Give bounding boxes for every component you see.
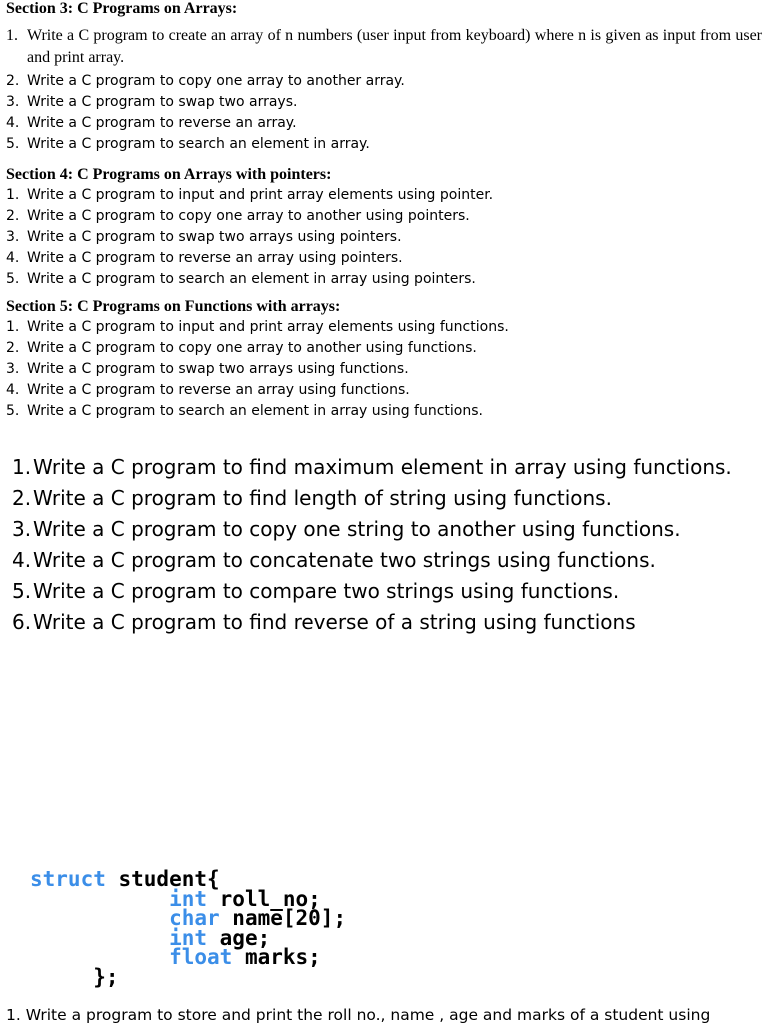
list-item: 5. Write a C program to search an element in array using functions. xyxy=(6,403,483,419)
list-item: 4. Write a C program to reverse an array using pointers. xyxy=(6,250,403,266)
list-item: 5. Write a C program to search an element in array. xyxy=(6,136,370,152)
section-5-title: Section 5: C Programs on Functions with arrays: xyxy=(6,298,341,315)
list-item: 2. Write a C program to copy one array to another using pointers. xyxy=(6,208,470,224)
section-4-title: Section 4: C Programs on Arrays with pointers: xyxy=(6,166,332,183)
list-item: 4. Write a C program to reverse an array. xyxy=(6,115,297,131)
code-keyword: int xyxy=(169,925,208,950)
list-item: 2. Write a C program to copy one array to another array. xyxy=(6,73,405,89)
list-item: 2. Write a C program to find length of string using functions. xyxy=(12,486,612,510)
list-item: 5. Write a C program to search an element in array using pointers. xyxy=(6,271,476,287)
list-item: 4. Write a C program to concatenate two strings using functions. xyxy=(12,548,656,572)
list-item: 1. Write a C program to input and print array elements using pointer. xyxy=(6,187,494,203)
code-text: roll_no; xyxy=(207,886,321,911)
list-item: 1. Write a C program to create an array of n numbers (user input from keyboard) where n is given as input from user and print array. xyxy=(6,27,762,66)
section-3 xyxy=(6,0,762,155)
list-item: 3. Write a C program to swap two arrays using pointers. xyxy=(6,229,402,245)
list-item: 3. Write a C program to copy one string to another using functions. xyxy=(12,517,681,541)
section-5 xyxy=(6,296,762,422)
struct-code-block xyxy=(30,867,347,989)
list-item: 5. Write a C program to compare two strings using functions. xyxy=(12,579,620,603)
section-4 xyxy=(6,164,762,290)
code-keyword: struct xyxy=(30,867,106,891)
list-item: 1. Write a C program to input and print array elements using functions. xyxy=(6,319,509,335)
code-keyword: int xyxy=(169,886,208,911)
code-text: }; xyxy=(93,964,119,989)
list-item: 1. Write a C program to find maximum element in array using functions. xyxy=(12,455,732,479)
section-3-title: Section 3: C Programs on Arrays: xyxy=(6,0,238,17)
list-item: 6. Write a C program to find reverse of a string using functions xyxy=(12,610,636,634)
code-text: student{ xyxy=(105,867,220,891)
functions-list xyxy=(12,452,762,638)
section-5-list xyxy=(6,317,762,422)
code-text: marks; xyxy=(232,945,321,969)
section-4-list xyxy=(6,185,762,290)
list-item: 3. Write a C program to swap two arrays. xyxy=(6,94,298,110)
list-item: 2. Write a C program to copy one array to another using functions. xyxy=(6,340,477,356)
bottom-question: 1. Write a program to store and print the roll no., name , age and marks of a student using xyxy=(6,1006,711,1024)
code-keyword: float xyxy=(169,945,233,969)
code-keyword: char xyxy=(169,906,220,930)
code-text: name[20]; xyxy=(219,906,347,930)
section-3-list xyxy=(6,25,762,155)
list-item: 3. Write a C program to swap two arrays using functions. xyxy=(6,361,409,377)
list-item: 4. Write a C program to reverse an array using functions. xyxy=(6,382,410,398)
code-text: age; xyxy=(207,925,271,950)
